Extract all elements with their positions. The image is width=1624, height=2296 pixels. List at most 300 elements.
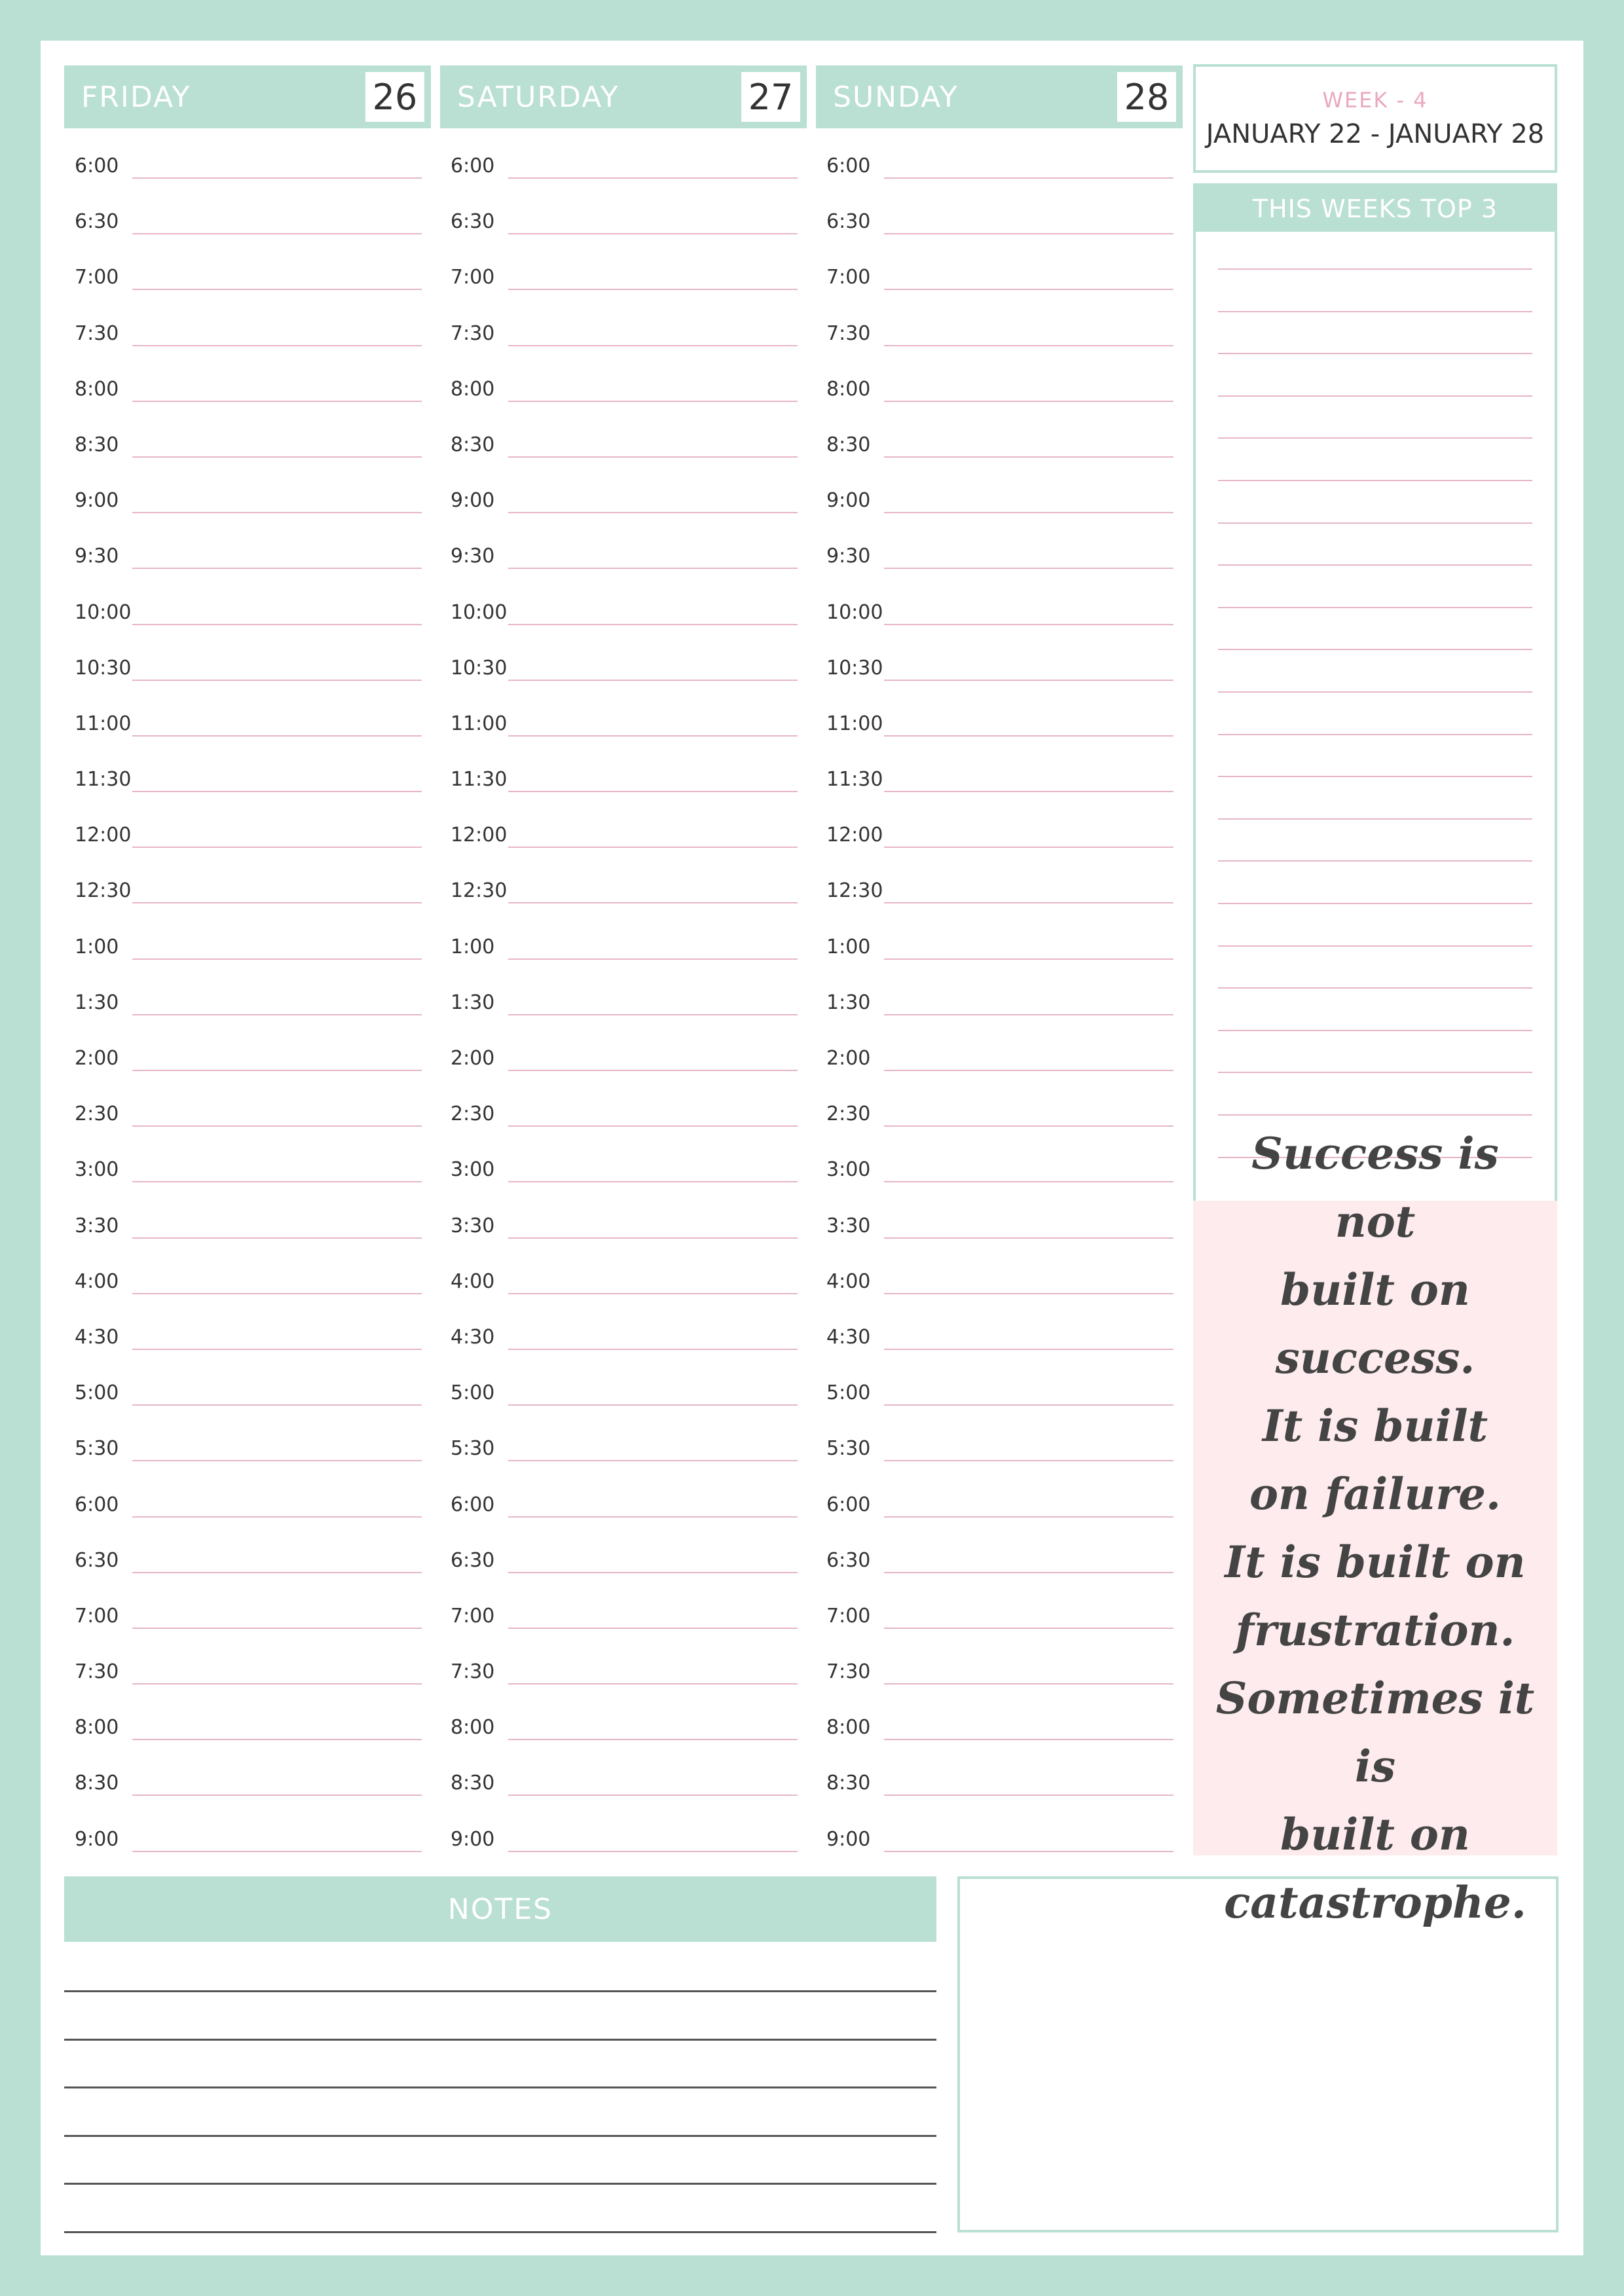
time-slot	[816, 589, 1183, 645]
quote-box	[1193, 1128, 1557, 1928]
time-slot	[440, 422, 807, 477]
time-slot	[64, 701, 431, 756]
time-slot	[816, 701, 1183, 756]
slot-writing-line[interactable]	[508, 401, 798, 402]
time-slot	[64, 533, 431, 589]
time-slot	[816, 1649, 1183, 1704]
slot-time: 1:00	[75, 935, 119, 958]
top3-writing-line[interactable]	[1218, 734, 1532, 735]
slot-time: 8:00	[826, 1716, 871, 1740]
time-slot	[440, 533, 807, 589]
top3-writing-line[interactable]	[1218, 311, 1532, 312]
slot-time: 1:30	[75, 991, 119, 1014]
slot-writing-line[interactable]	[508, 1739, 798, 1740]
slot-time: 7:30	[826, 1660, 871, 1684]
slot-time: 12:30	[826, 879, 883, 903]
slot-writing-line[interactable]	[884, 902, 1173, 903]
slot-writing-line[interactable]	[132, 1125, 422, 1127]
slot-writing-line[interactable]	[132, 456, 422, 458]
top3-writing-line[interactable]	[1218, 1114, 1532, 1116]
time-slot	[64, 1091, 431, 1146]
slot-time: 5:00	[75, 1381, 119, 1405]
day-column-saturday	[440, 65, 807, 1872]
time-slot	[64, 1146, 431, 1202]
slot-time: 3:00	[826, 1158, 871, 1182]
slot-time: 8:30	[451, 433, 495, 456]
top3-writing-line[interactable]	[1218, 860, 1532, 862]
time-slot	[64, 254, 431, 310]
slot-time: 6:00	[75, 1493, 119, 1516]
weekly-top3-box	[1193, 183, 1557, 1222]
quote-line: frustration.	[1235, 1605, 1515, 1656]
time-slot	[440, 812, 807, 867]
top3-writing-line[interactable]	[1218, 987, 1532, 989]
time-slot	[64, 924, 431, 979]
slot-writing-line[interactable]	[508, 512, 798, 513]
slot-time: 12:00	[826, 824, 883, 847]
slot-time: 3:00	[75, 1158, 119, 1182]
time-slot	[64, 1203, 431, 1258]
slot-writing-line[interactable]	[508, 1795, 798, 1796]
slot-time: 7:30	[75, 1660, 119, 1684]
top3-writing-line[interactable]	[1218, 945, 1532, 947]
time-slot	[440, 1258, 807, 1314]
slot-writing-line[interactable]	[884, 1014, 1173, 1015]
slot-time: 8:00	[451, 377, 495, 401]
top3-writing-line[interactable]	[1218, 818, 1532, 820]
slot-writing-line[interactable]	[884, 1125, 1173, 1127]
slot-time: 8:30	[826, 433, 871, 456]
time-slot	[64, 1760, 431, 1815]
time-slot	[64, 1649, 431, 1704]
slot-writing-line[interactable]	[884, 1070, 1173, 1071]
notes-writing-line[interactable]	[64, 2231, 936, 2233]
slot-time: 4:30	[75, 1325, 119, 1349]
notes-writing-line[interactable]	[64, 2135, 936, 2137]
day-column-friday	[64, 65, 431, 1872]
time-slot	[440, 701, 807, 756]
time-slot	[816, 1314, 1183, 1370]
time-slot	[440, 589, 807, 645]
slot-writing-line[interactable]	[508, 902, 798, 903]
slot-writing-line[interactable]	[132, 1851, 422, 1852]
time-slot	[440, 1704, 807, 1760]
slot-writing-line[interactable]	[132, 289, 422, 290]
slot-time: 9:00	[826, 489, 871, 513]
time-slot	[64, 1537, 431, 1593]
time-slot	[440, 1425, 807, 1481]
slot-writing-line[interactable]	[132, 177, 422, 179]
quote-line: built on	[1280, 1809, 1470, 1860]
time-slot	[64, 198, 431, 254]
slot-writing-line[interactable]	[508, 1237, 798, 1239]
slot-writing-line[interactable]	[508, 1460, 798, 1461]
notes-writing-line[interactable]	[64, 1990, 936, 1992]
top3-writing-line[interactable]	[1218, 1072, 1532, 1073]
slot-time: 7:00	[75, 1604, 119, 1628]
slot-writing-line[interactable]	[884, 401, 1173, 402]
slot-writing-line[interactable]	[132, 1739, 422, 1740]
slot-time: 8:00	[826, 377, 871, 401]
slot-writing-line[interactable]	[884, 568, 1173, 569]
slot-writing-line[interactable]	[132, 1014, 422, 1015]
time-slots	[816, 143, 1183, 1872]
slot-writing-line[interactable]	[508, 1683, 798, 1685]
time-slot	[440, 1314, 807, 1370]
slot-time: 7:30	[826, 321, 871, 345]
time-slot	[64, 1035, 431, 1091]
slot-time: 7:30	[451, 1660, 495, 1684]
time-slot	[816, 254, 1183, 310]
slot-time: 5:00	[451, 1381, 495, 1405]
slot-time: 11:30	[75, 768, 132, 792]
time-slot	[64, 477, 431, 533]
slot-time: 9:30	[451, 545, 495, 568]
slot-writing-line[interactable]	[884, 1739, 1173, 1740]
slot-time: 7:30	[451, 321, 495, 345]
slot-writing-line[interactable]	[132, 958, 422, 960]
slot-time: 3:30	[451, 1214, 495, 1237]
time-slot	[816, 198, 1183, 254]
slot-writing-line[interactable]	[884, 1628, 1173, 1629]
slot-writing-line[interactable]	[884, 1460, 1173, 1461]
slot-writing-line[interactable]	[132, 1237, 422, 1239]
time-slot	[816, 924, 1183, 979]
time-slot	[64, 1425, 431, 1481]
slot-writing-line[interactable]	[508, 735, 798, 737]
slot-time: 6:00	[75, 155, 119, 177]
slot-time: 2:30	[75, 1102, 119, 1126]
slot-writing-line[interactable]	[508, 958, 798, 960]
slot-writing-line[interactable]	[884, 1795, 1173, 1796]
slot-writing-line[interactable]	[508, 233, 798, 234]
top3-writing-line[interactable]	[1218, 607, 1532, 608]
slot-time: 1:30	[826, 991, 871, 1014]
slot-writing-line[interactable]	[884, 456, 1173, 458]
slot-time: 6:00	[451, 155, 495, 177]
time-slot	[440, 867, 807, 923]
slot-time: 10:00	[826, 600, 883, 624]
slot-time: 4:30	[826, 1325, 871, 1349]
notes-box	[64, 1876, 936, 2233]
quote-line: catastrophe.	[1224, 1877, 1526, 1928]
time-slot	[816, 1537, 1183, 1593]
slot-writing-line[interactable]	[508, 1516, 798, 1518]
top3-writing-line[interactable]	[1218, 437, 1532, 439]
time-slot	[440, 198, 807, 254]
time-slot	[440, 1370, 807, 1425]
slot-writing-line[interactable]	[508, 289, 798, 290]
top3-writing-line[interactable]	[1218, 395, 1532, 397]
slot-writing-line[interactable]	[508, 1181, 798, 1182]
slot-time: 11:30	[451, 768, 507, 792]
slot-time: 3:00	[451, 1158, 495, 1182]
time-slot	[64, 1370, 431, 1425]
slot-writing-line[interactable]	[132, 902, 422, 903]
quote-text	[1193, 1120, 1557, 1937]
time-slot	[816, 477, 1183, 533]
slot-time: 10:00	[451, 600, 507, 624]
slot-time: 9:30	[826, 545, 871, 568]
slot-time: 2:30	[826, 1102, 871, 1126]
time-slot	[440, 1537, 807, 1593]
week-date-range: JANUARY 22 - JANUARY 28	[1206, 119, 1545, 149]
top3-writing-line[interactable]	[1218, 522, 1532, 524]
slot-writing-line[interactable]	[884, 1349, 1173, 1350]
slot-writing-line[interactable]	[132, 568, 422, 569]
slot-writing-line[interactable]	[884, 1683, 1173, 1685]
slot-writing-line[interactable]	[132, 1460, 422, 1461]
time-slot	[816, 979, 1183, 1035]
time-slot	[64, 143, 431, 198]
time-slot	[440, 1035, 807, 1091]
top3-writing-line[interactable]	[1218, 480, 1532, 481]
slot-time: 9:00	[451, 489, 495, 513]
notes-title: NOTES	[64, 1876, 936, 1942]
slot-time: 4:00	[75, 1269, 119, 1293]
day-column-sunday	[816, 65, 1183, 1872]
day-header	[440, 65, 807, 128]
slot-writing-line[interactable]	[132, 624, 422, 625]
slot-time: 11:30	[826, 768, 883, 792]
slot-writing-line[interactable]	[132, 1070, 422, 1071]
quote-line: built on success.	[1275, 1264, 1475, 1383]
time-slot	[64, 1704, 431, 1760]
slot-writing-line[interactable]	[884, 289, 1173, 290]
time-slot	[440, 1760, 807, 1815]
day-number: 28	[1117, 72, 1176, 122]
blank-box	[957, 1876, 1559, 2232]
slot-writing-line[interactable]	[884, 847, 1173, 848]
time-slot	[64, 645, 431, 701]
slot-time: 8:00	[451, 1716, 495, 1740]
top3-writing-line[interactable]	[1218, 691, 1532, 693]
slot-time: 12:00	[75, 824, 132, 847]
time-slot	[64, 1258, 431, 1314]
slot-writing-line[interactable]	[508, 1125, 798, 1127]
slot-time: 8:30	[75, 1772, 119, 1795]
slot-writing-line[interactable]	[508, 791, 798, 792]
day-name: FRIDAY	[81, 80, 191, 114]
slot-time: 7:00	[826, 266, 871, 289]
time-slot	[816, 1035, 1183, 1091]
slot-time: 12:00	[451, 824, 507, 847]
day-header	[64, 65, 431, 128]
slot-time: 7:00	[75, 266, 119, 289]
slot-time: 10:00	[75, 600, 132, 624]
day-number: 27	[741, 72, 800, 122]
slot-writing-line[interactable]	[132, 847, 422, 848]
slot-writing-line[interactable]	[884, 177, 1173, 179]
slot-writing-line[interactable]	[132, 233, 422, 234]
top3-writing-line[interactable]	[1218, 776, 1532, 777]
slot-writing-line[interactable]	[508, 847, 798, 848]
slot-time: 11:00	[451, 712, 507, 735]
slot-writing-line[interactable]	[884, 1237, 1173, 1239]
slot-writing-line[interactable]	[508, 345, 798, 346]
time-slot	[440, 477, 807, 533]
slot-writing-line[interactable]	[508, 177, 798, 179]
time-slot	[816, 533, 1183, 589]
time-slot	[816, 1425, 1183, 1481]
slot-time: 5:30	[75, 1437, 119, 1461]
slot-writing-line[interactable]	[884, 1851, 1173, 1852]
slot-time: 7:00	[451, 266, 495, 289]
notes-writing-line[interactable]	[64, 2183, 936, 2185]
slot-writing-line[interactable]	[132, 512, 422, 513]
slot-writing-line[interactable]	[508, 1349, 798, 1350]
planner-page	[41, 41, 1583, 2255]
slot-time: 7:30	[75, 321, 119, 345]
slot-writing-line[interactable]	[132, 680, 422, 681]
slot-writing-line[interactable]	[508, 1070, 798, 1071]
slot-time: 6:00	[451, 1493, 495, 1516]
slot-writing-line[interactable]	[132, 1349, 422, 1350]
time-slot	[816, 1258, 1183, 1314]
slot-writing-line[interactable]	[508, 1628, 798, 1629]
slot-writing-line[interactable]	[884, 1181, 1173, 1182]
time-slots	[440, 143, 807, 1872]
time-slot	[816, 756, 1183, 812]
slot-writing-line[interactable]	[884, 1293, 1173, 1294]
time-slot	[816, 1760, 1183, 1815]
slot-time: 4:00	[826, 1269, 871, 1293]
slot-writing-line[interactable]	[884, 680, 1173, 681]
slot-writing-line[interactable]	[884, 735, 1173, 737]
slot-writing-line[interactable]	[884, 345, 1173, 346]
quote-line: Sometimes it is	[1215, 1673, 1535, 1792]
quote-line: It is built	[1262, 1400, 1488, 1451]
time-slot	[64, 422, 431, 477]
top3-writing-line[interactable]	[1218, 903, 1532, 904]
time-slot	[816, 310, 1183, 366]
slot-writing-line[interactable]	[884, 1572, 1173, 1573]
slot-writing-line[interactable]	[132, 735, 422, 737]
top3-writing-line[interactable]	[1218, 564, 1532, 566]
day-number: 26	[365, 72, 424, 122]
notes-writing-line[interactable]	[64, 2086, 936, 2088]
slot-writing-line[interactable]	[132, 791, 422, 792]
slot-time: 1:30	[451, 991, 495, 1014]
slot-time: 8:30	[451, 1772, 495, 1795]
slot-writing-line[interactable]	[884, 624, 1173, 625]
day-name: SATURDAY	[457, 80, 619, 114]
slot-time: 6:30	[75, 1548, 119, 1572]
top3-writing-line[interactable]	[1218, 649, 1532, 650]
slot-writing-line[interactable]	[132, 1683, 422, 1685]
slot-writing-line[interactable]	[132, 1572, 422, 1573]
time-slot	[64, 310, 431, 366]
slot-writing-line[interactable]	[884, 1404, 1173, 1406]
slot-time: 6:30	[826, 1548, 871, 1572]
slot-writing-line[interactable]	[508, 1014, 798, 1015]
time-slot	[440, 366, 807, 422]
slot-writing-line[interactable]	[884, 791, 1173, 792]
slot-writing-line[interactable]	[884, 1516, 1173, 1518]
quote-line: It is built on	[1225, 1537, 1526, 1588]
slot-writing-line[interactable]	[132, 401, 422, 402]
top3-writing-line[interactable]	[1218, 268, 1532, 270]
time-slot	[816, 1816, 1183, 1872]
quote-line: Success is not	[1251, 1128, 1499, 1247]
slot-writing-line[interactable]	[884, 958, 1173, 960]
top3-writing-line[interactable]	[1218, 1030, 1532, 1031]
slot-time: 2:00	[451, 1047, 495, 1070]
top3-writing-line[interactable]	[1218, 353, 1532, 354]
slot-writing-line[interactable]	[508, 568, 798, 569]
time-slot	[64, 589, 431, 645]
slot-time: 2:30	[451, 1102, 495, 1126]
time-slot	[440, 254, 807, 310]
slot-time: 12:30	[451, 879, 507, 903]
time-slot	[816, 867, 1183, 923]
slot-time: 6:30	[451, 210, 495, 234]
slot-time: 9:00	[75, 489, 119, 513]
time-slot	[64, 1593, 431, 1649]
slot-time: 3:30	[75, 1214, 119, 1237]
time-slot	[64, 366, 431, 422]
slot-writing-line[interactable]	[132, 1293, 422, 1294]
time-slot	[440, 1146, 807, 1202]
slot-writing-line[interactable]	[508, 456, 798, 458]
slot-time: 7:00	[826, 1604, 871, 1628]
slot-writing-line[interactable]	[132, 345, 422, 346]
slot-writing-line[interactable]	[132, 1404, 422, 1406]
week-box	[1193, 64, 1557, 173]
time-slot	[816, 422, 1183, 477]
slot-writing-line[interactable]	[508, 1404, 798, 1406]
slot-writing-line[interactable]	[132, 1516, 422, 1518]
time-slot	[440, 1649, 807, 1704]
time-slots	[64, 143, 431, 1872]
slot-writing-line[interactable]	[884, 512, 1173, 513]
time-slot	[440, 645, 807, 701]
slot-writing-line[interactable]	[508, 1572, 798, 1573]
weekly-top3-title: THIS WEEKS TOP 3	[1196, 186, 1555, 232]
week-label: WEEK - 4	[1322, 88, 1428, 113]
time-slot	[816, 1370, 1183, 1425]
time-slot	[816, 1482, 1183, 1537]
time-slot	[64, 1482, 431, 1537]
slot-writing-line[interactable]	[508, 1293, 798, 1294]
slot-time: 1:00	[451, 935, 495, 958]
slot-writing-line[interactable]	[508, 624, 798, 625]
time-slot	[64, 812, 431, 867]
slot-time: 6:00	[826, 1493, 871, 1516]
slot-time: 8:00	[75, 1716, 119, 1740]
quote-line: on failure.	[1249, 1468, 1501, 1520]
slot-writing-line[interactable]	[132, 1181, 422, 1182]
slot-writing-line[interactable]	[132, 1628, 422, 1629]
time-slot	[64, 979, 431, 1035]
slot-time: 11:00	[826, 712, 883, 735]
slot-time: 6:30	[451, 1548, 495, 1572]
time-slot	[816, 1593, 1183, 1649]
time-slot	[440, 310, 807, 366]
time-slot	[64, 1314, 431, 1370]
slot-writing-line[interactable]	[884, 233, 1173, 234]
day-header	[816, 65, 1183, 128]
slot-writing-line[interactable]	[508, 1851, 798, 1852]
slot-writing-line[interactable]	[508, 680, 798, 681]
notes-writing-line[interactable]	[64, 2039, 936, 2041]
slot-time: 10:30	[826, 656, 883, 680]
slot-writing-line[interactable]	[132, 1795, 422, 1796]
slot-time: 10:30	[75, 656, 132, 680]
slot-time: 1:00	[826, 935, 871, 958]
time-slot	[440, 979, 807, 1035]
slot-time: 6:30	[75, 210, 119, 234]
